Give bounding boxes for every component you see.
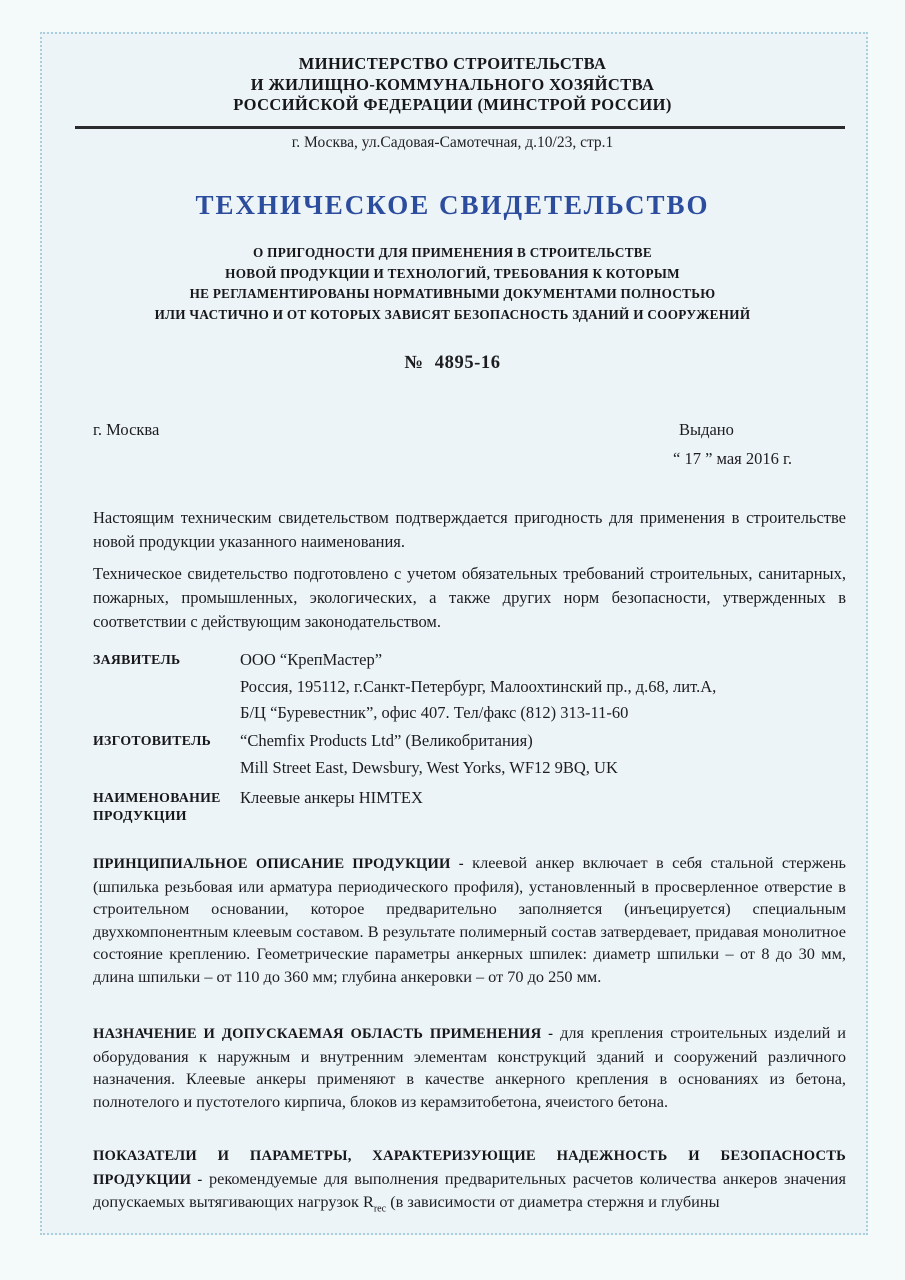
applicant-line: ООО “КрепМастер” [240,650,383,669]
subtitle-line: ИЛИ ЧАСТИЧНО И ОТ КОТОРЫХ ЗАВИСЯТ БЕЗОПАСНОСТЬ ЗДАНИЙ И СООРУЖЕНИЙ [154,306,751,322]
product-name-value [240,785,423,825]
header-divider [75,126,845,129]
certificate-number: № 4895-16 [404,353,501,373]
applicant-line: Б/Ц “Буревестник”, офис 407. Тел/факс (812) 313-11-60 [240,703,629,722]
manufacturer-field [93,728,846,781]
manufacturer-value [240,728,618,781]
subtitle-line: О ПРИГОДНОСТИ ДЛЯ ПРИМЕНЕНИЯ В СТРОИТЕЛЬСТВЕ [253,245,652,260]
subtitle-line: НЕ РЕГЛАМЕНТИРОВАНЫ НОРМАТИВНЫМИ ДОКУМЕНТАМИ ПОЛНОСТЬЮ [189,286,716,302]
issue-date: “ 17 ” мая 2016 г. [673,449,793,468]
rec-subscript: rec [373,1203,387,1215]
issued-label: Выдано [679,420,734,439]
safety-parameters-heading: ПОКАЗАТЕЛИ И ПАРАМЕТРЫ, ХАРАКТЕРИЗУЮЩИЕ НАДЕЖНОСТЬ И БЕЗОПАСНОСТЬ ПРОДУКЦИИ - [93,1148,846,1188]
subtitle-line: НОВОЙ ПРОДУКЦИИ И ТЕХНОЛОГИЙ, ТРЕБОВАНИЯ К КОТОРЫМ [225,265,680,281]
issue-city: г. Москва [93,420,160,439]
ministry-name-line3: РОССИЙСКОЙ ФЕДЕРАЦИИ (МИНСТРОЙ РОССИИ) [233,95,672,114]
document-title: ТЕХНИЧЕСКОЕ СВИДЕТЕЛЬСТВО [195,190,710,220]
ministry-name-line1: МИНИСТЕРСТВО СТРОИТЕЛЬСТВА [298,54,607,73]
product-description-text: клеевой анкер включает в себя стальной стержень (шпилька резьбовая или арматура периодического профиля), установленный в просверленное отверстие в строительном основании, которое предварительно заполняется (инъецируется) специальным двухкомпонентным клеевым составом. В результате полимерный состав затвердевает, придавая монолитное состояние креплению. Геометрические параметры анкерных шпилек: диаметр шпильки – от 8 до 30 мм, длина шпильки – от 110 до 360 мм; глубина анкеровки – от 70 до 250 мм. [93,853,846,986]
applicant-label: ЗАЯВИТЕЛЬ [93,652,181,667]
application-scope-heading: НАЗНАЧЕНИЕ И ДОПУСКАЕМАЯ ОБЛАСТЬ ПРИМЕНЕНИЯ - [93,1026,554,1042]
applicant-field [93,647,846,727]
manufacturer-line: “Chemfix Products Ltd” (Великобритания) [240,731,533,750]
safety-parameters-text: рекомендуемые для выполнения предварительных расчетов количества анкеров значения допускаемых вытягивающих нагрузок R [93,1168,846,1212]
application-scope-text: для крепления строительных изделий и оборудования к наружным и внутренним элементам конструкций зданий и сооружений различного назначения. Клеевые анкеры применяют в качестве анкерного крепления в основаниях из бетона, полнотелого и пустотелого кирпича, блоков из керамзитобетона, ячеистого бетона. [93,1023,847,1111]
product-description-section [93,852,846,989]
safety-parameters-section [93,1144,846,1214]
manufacturer-label: ИЗГОТОВИТЕЛЬ [93,733,212,748]
applicant-line: Россия, 195112, г.Санкт-Петербург, Малоохтинский пр., д.68, лит.А, [240,676,717,696]
safety-parameters-text-continued: (в зависимости от диаметра стержня и глубины [386,1192,720,1212]
product-name-field [93,785,846,825]
product-name-line: Клеевые анкеры HIMTEX [240,788,423,807]
confirmation-paragraph: Настоящим техническим свидетельством подтверждается пригодность для применения в строительстве новой продукции указанного наименования. [93,508,846,551]
application-scope-section [93,1022,846,1113]
product-name-label: НАИМЕНОВАНИЕ ПРОДУКЦИИ [93,790,221,823]
manufacturer-line: Mill Street East, Dewsbury, West Yorks, WF12 9BQ, UK [240,757,618,777]
ministry-name-line2: И ЖИЛИЩНО-КОММУНАЛЬНОГО ХОЗЯЙСТВА [250,74,655,94]
applicant-value [240,647,716,727]
ministry-address: г. Москва, ул.Садовая-Самотечная, д.10/23, стр.1 [291,134,614,151]
compliance-paragraph: Техническое свидетельство подготовлено с учетом обязательных требований строительных, санитарных, пожарных, промышленных, экологических, а также других норм безопасности, утвержденных в соответствии с действующим законодательством. [93,564,846,631]
ministry-header [0,54,905,116]
product-description-heading: ПРИНЦИПИАЛЬНОЕ ОПИСАНИЕ ПРОДУКЦИИ - [93,856,464,872]
document-subtitle [0,243,905,325]
